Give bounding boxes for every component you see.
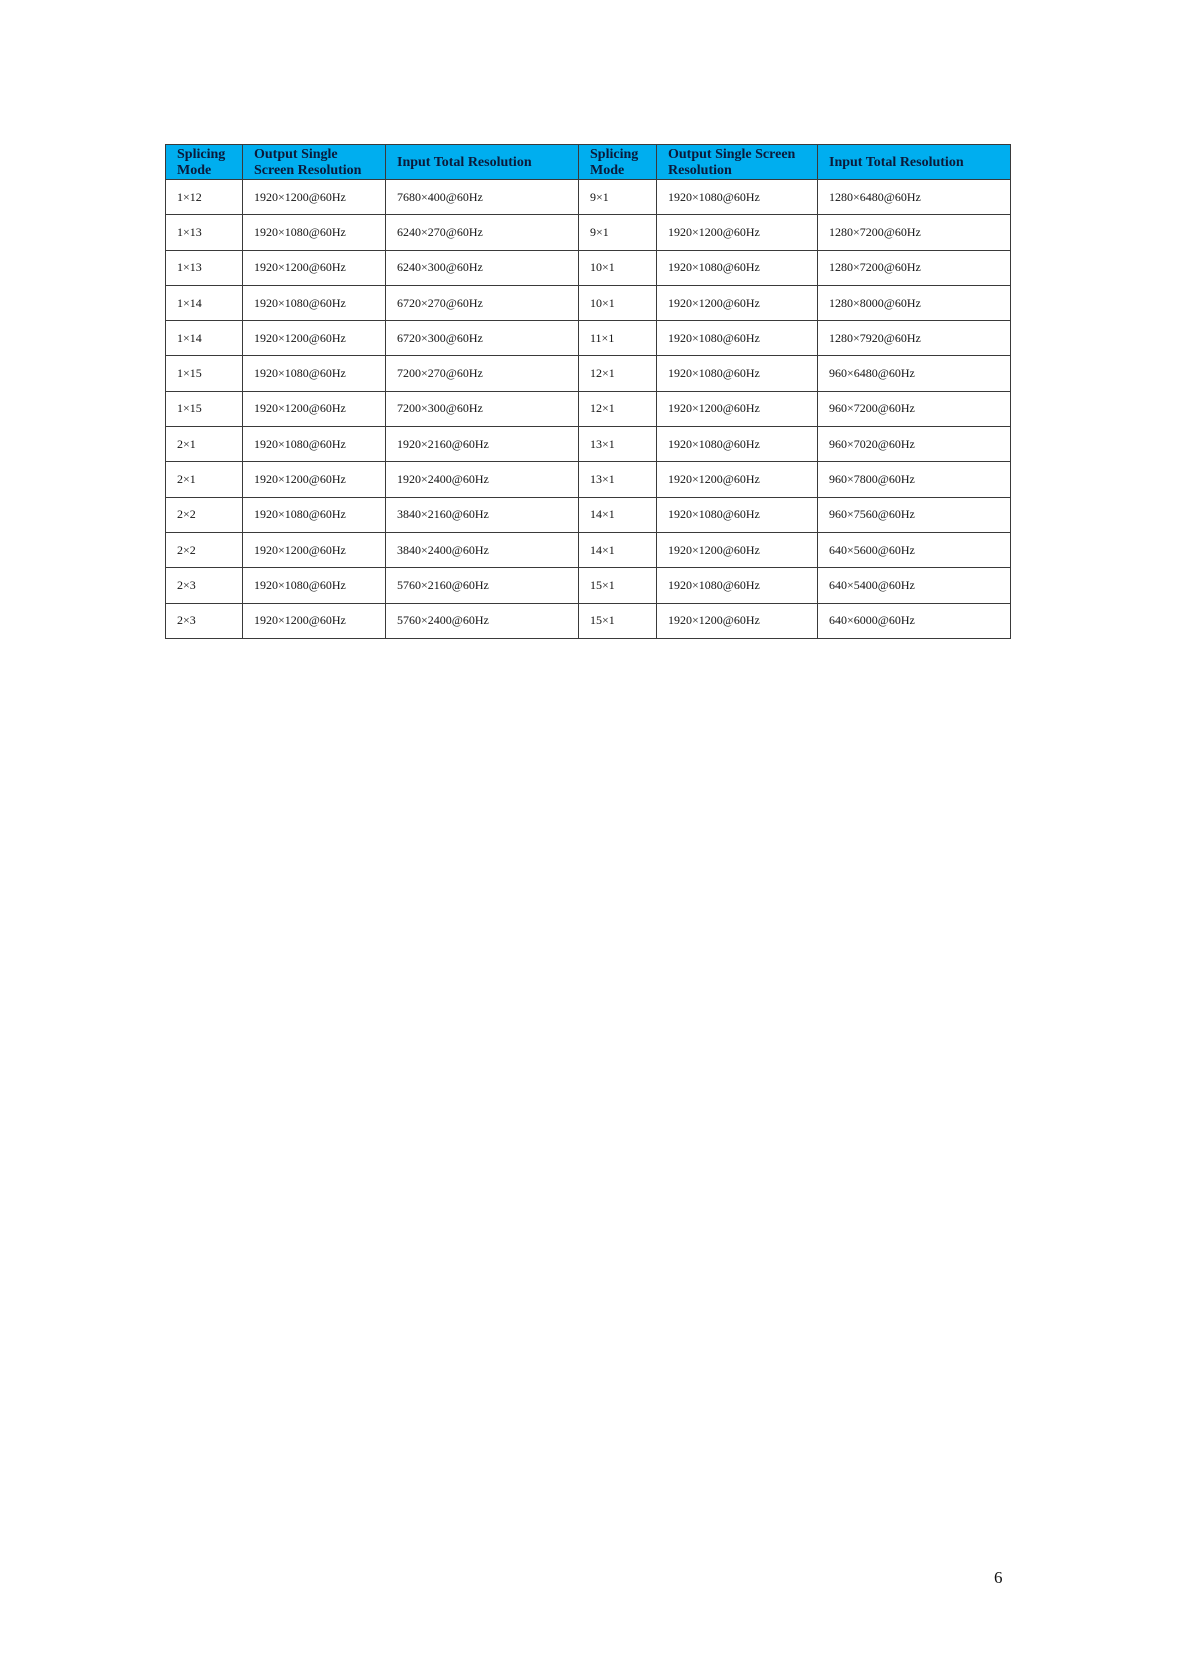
splicing-resolution-table xyxy=(165,144,1011,639)
input-total-resolution-cell: 3840×2400@60Hz xyxy=(386,532,579,567)
header-input-total-resolution: Input Total Resolution xyxy=(386,145,579,180)
input-total-resolution-cell: 7200×270@60Hz xyxy=(386,356,579,391)
splicing-mode-cell: 2×2 xyxy=(166,497,243,532)
splicing-mode-cell: 13×1 xyxy=(579,427,657,462)
input-total-resolution-cell: 640×5600@60Hz xyxy=(818,532,1011,567)
splicing-mode-cell: 2×1 xyxy=(166,427,243,462)
input-total-resolution-cell: 960×7020@60Hz xyxy=(818,427,1011,462)
splicing-mode-cell: 2×2 xyxy=(166,532,243,567)
splicing-mode-cell: 12×1 xyxy=(579,356,657,391)
input-total-resolution-cell: 1280×6480@60Hz xyxy=(818,180,1011,215)
input-total-resolution-cell: 5760×2400@60Hz xyxy=(386,603,579,638)
header-output-single-screen-resolution: Output Single Screen Resolution xyxy=(243,145,386,180)
table-row xyxy=(166,462,1011,497)
input-total-resolution-cell: 6720×300@60Hz xyxy=(386,321,579,356)
table-row xyxy=(166,180,1011,215)
input-total-resolution-cell: 640×5400@60Hz xyxy=(818,568,1011,603)
output-resolution-cell: 1920×1080@60Hz xyxy=(243,215,386,250)
splicing-mode-cell: 10×1 xyxy=(579,285,657,320)
input-total-resolution-cell: 6240×300@60Hz xyxy=(386,250,579,285)
splicing-mode-cell: 2×3 xyxy=(166,568,243,603)
header-row xyxy=(166,145,1011,180)
output-resolution-cell: 1920×1200@60Hz xyxy=(657,532,818,567)
splicing-mode-cell: 1×15 xyxy=(166,391,243,426)
splicing-mode-cell: 13×1 xyxy=(579,462,657,497)
table-row xyxy=(166,532,1011,567)
splicing-mode-cell: 2×1 xyxy=(166,462,243,497)
output-resolution-cell: 1920×1200@60Hz xyxy=(243,180,386,215)
splicing-mode-cell: 1×14 xyxy=(166,321,243,356)
output-resolution-cell: 1920×1080@60Hz xyxy=(243,568,386,603)
output-resolution-cell: 1920×1200@60Hz xyxy=(243,250,386,285)
splicing-mode-cell: 9×1 xyxy=(579,180,657,215)
output-resolution-cell: 1920×1080@60Hz xyxy=(657,180,818,215)
output-resolution-cell: 1920×1080@60Hz xyxy=(657,356,818,391)
output-resolution-cell: 1920×1080@60Hz xyxy=(243,285,386,320)
table-row xyxy=(166,568,1011,603)
input-total-resolution-cell: 960×7200@60Hz xyxy=(818,391,1011,426)
input-total-resolution-cell: 1280×7200@60Hz xyxy=(818,215,1011,250)
input-total-resolution-cell: 640×6000@60Hz xyxy=(818,603,1011,638)
input-total-resolution-cell: 7680×400@60Hz xyxy=(386,180,579,215)
header-splicing-mode: Splicing Mode xyxy=(166,145,243,180)
input-total-resolution-cell: 7200×300@60Hz xyxy=(386,391,579,426)
input-total-resolution-cell: 1920×2400@60Hz xyxy=(386,462,579,497)
splicing-mode-cell: 1×12 xyxy=(166,180,243,215)
input-total-resolution-cell: 960×7560@60Hz xyxy=(818,497,1011,532)
table-row xyxy=(166,321,1011,356)
table-body xyxy=(166,180,1011,639)
input-total-resolution-cell: 1280×8000@60Hz xyxy=(818,285,1011,320)
splicing-mode-cell: 2×3 xyxy=(166,603,243,638)
page-number: 6 xyxy=(994,1568,1003,1587)
splicing-mode-cell: 1×13 xyxy=(166,250,243,285)
output-resolution-cell: 1920×1080@60Hz xyxy=(657,427,818,462)
table-row xyxy=(166,427,1011,462)
table-row xyxy=(166,391,1011,426)
input-total-resolution-cell: 3840×2160@60Hz xyxy=(386,497,579,532)
output-resolution-cell: 1920×1200@60Hz xyxy=(657,462,818,497)
output-resolution-cell: 1920×1200@60Hz xyxy=(243,462,386,497)
output-resolution-cell: 1920×1200@60Hz xyxy=(657,215,818,250)
input-total-resolution-cell: 960×7800@60Hz xyxy=(818,462,1011,497)
splicing-mode-cell: 10×1 xyxy=(579,250,657,285)
table-header xyxy=(166,145,1011,180)
output-resolution-cell: 1920×1200@60Hz xyxy=(243,391,386,426)
output-resolution-cell: 1920×1080@60Hz xyxy=(657,568,818,603)
output-resolution-cell: 1920×1200@60Hz xyxy=(657,285,818,320)
splicing-mode-cell: 14×1 xyxy=(579,532,657,567)
splicing-mode-cell: 12×1 xyxy=(579,391,657,426)
table-row xyxy=(166,215,1011,250)
splicing-mode-cell: 15×1 xyxy=(579,603,657,638)
splicing-mode-cell: 14×1 xyxy=(579,497,657,532)
input-total-resolution-cell: 6720×270@60Hz xyxy=(386,285,579,320)
splicing-mode-cell: 9×1 xyxy=(579,215,657,250)
output-resolution-cell: 1920×1080@60Hz xyxy=(657,250,818,285)
header-input-total-resolution-2: Input Total Resolution xyxy=(818,145,1011,180)
input-total-resolution-cell: 1920×2160@60Hz xyxy=(386,427,579,462)
splicing-mode-cell: 1×15 xyxy=(166,356,243,391)
splicing-mode-cell: 15×1 xyxy=(579,568,657,603)
output-resolution-cell: 1920×1200@60Hz xyxy=(243,532,386,567)
output-resolution-cell: 1920×1080@60Hz xyxy=(657,321,818,356)
output-resolution-cell: 1920×1200@60Hz xyxy=(657,391,818,426)
output-resolution-cell: 1920×1080@60Hz xyxy=(243,356,386,391)
header-splicing-mode-2: Splicing Mode xyxy=(579,145,657,180)
output-resolution-cell: 1920×1200@60Hz xyxy=(243,321,386,356)
output-resolution-cell: 1920×1200@60Hz xyxy=(657,603,818,638)
header-output-single-screen-resolution-2: Output Single Screen Resolution xyxy=(657,145,818,180)
table-row xyxy=(166,250,1011,285)
input-total-resolution-cell: 1280×7200@60Hz xyxy=(818,250,1011,285)
output-resolution-cell: 1920×1080@60Hz xyxy=(243,497,386,532)
splicing-mode-cell: 11×1 xyxy=(579,321,657,356)
table-row xyxy=(166,285,1011,320)
splicing-mode-cell: 1×13 xyxy=(166,215,243,250)
input-total-resolution-cell: 960×6480@60Hz xyxy=(818,356,1011,391)
input-total-resolution-cell: 6240×270@60Hz xyxy=(386,215,579,250)
table-row xyxy=(166,603,1011,638)
output-resolution-cell: 1920×1080@60Hz xyxy=(657,497,818,532)
table-row xyxy=(166,497,1011,532)
input-total-resolution-cell: 1280×7920@60Hz xyxy=(818,321,1011,356)
splicing-mode-cell: 1×14 xyxy=(166,285,243,320)
input-total-resolution-cell: 5760×2160@60Hz xyxy=(386,568,579,603)
table-row xyxy=(166,356,1011,391)
output-resolution-cell: 1920×1200@60Hz xyxy=(243,603,386,638)
output-resolution-cell: 1920×1080@60Hz xyxy=(243,427,386,462)
